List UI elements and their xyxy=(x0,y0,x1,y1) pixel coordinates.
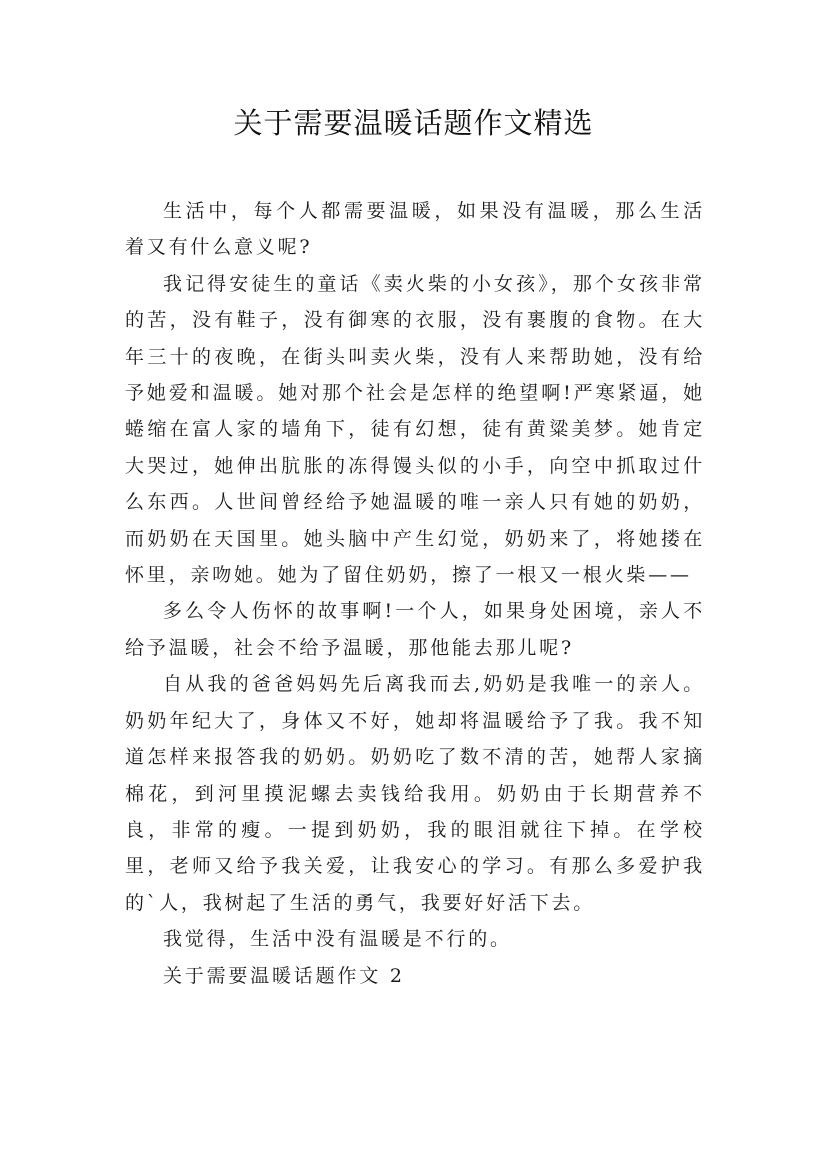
paragraph-5: 我觉得，生活中没有温暖是不行的。 xyxy=(163,928,512,951)
paragraph-4: 自从我的爸爸妈妈先后离我而去,奶奶是我唯一的亲人。奶奶年纪大了，身体又不好，她却将温暖给予了我。我不知道怎样来报答我的奶奶。奶奶吃了数不清的苦，她帮人家摘棉花，到河里摸泥螺去卖钱给我用。奶奶由于长期营养不良，非常的瘦。一提到奶奶，我的眼泪就往下掉。在学校里，老师又给予我关爱，让我安心的学习。有那么多爱护我的`人，我树起了生活的勇气，我要好好活下去。 xyxy=(125,673,705,914)
section-heading-2: 关于需要温暖话题作文 2 xyxy=(163,964,405,987)
paragraph-1: 生活中，每个人都需要温暖，如果没有温暖，那么生活着又有什么意义呢? xyxy=(125,200,705,259)
document-body xyxy=(125,193,705,994)
paragraph-2: 我记得安徒生的童话《卖火柴的小女孩》，那个女孩非常的苦，没有鞋子，没有御寒的衣服，没有裹腹的食物。在大年三十的夜晚，在街头叫卖火柴，没有人来帮助她，没有给予她爱和温暖。她对那个社会是怎样的绝望啊!严寒紧逼，她蜷缩在富人家的墙角下，徒有幻想，徒有黄粱美梦。她肯定大哭过，她伸出肮胀的冻得馒头似的小手，向空中抓取过什么东西。人世间曾经给予她温暖的唯一亲人只有她的奶奶，而奶奶在天国里。她头脑中产生幻觉，奶奶来了，将她搂在怀里，亲吻她。她为了留住奶奶，擦了一根又一根火柴—— xyxy=(125,272,705,587)
paragraph-3: 多么令人伤怀的故事啊!一个人，如果身处困境，亲人不给予温暖，社会不给予温暖，那他能去那儿呢? xyxy=(125,600,705,659)
document-title: 关于需要温暖话题作文精选 xyxy=(233,106,594,140)
